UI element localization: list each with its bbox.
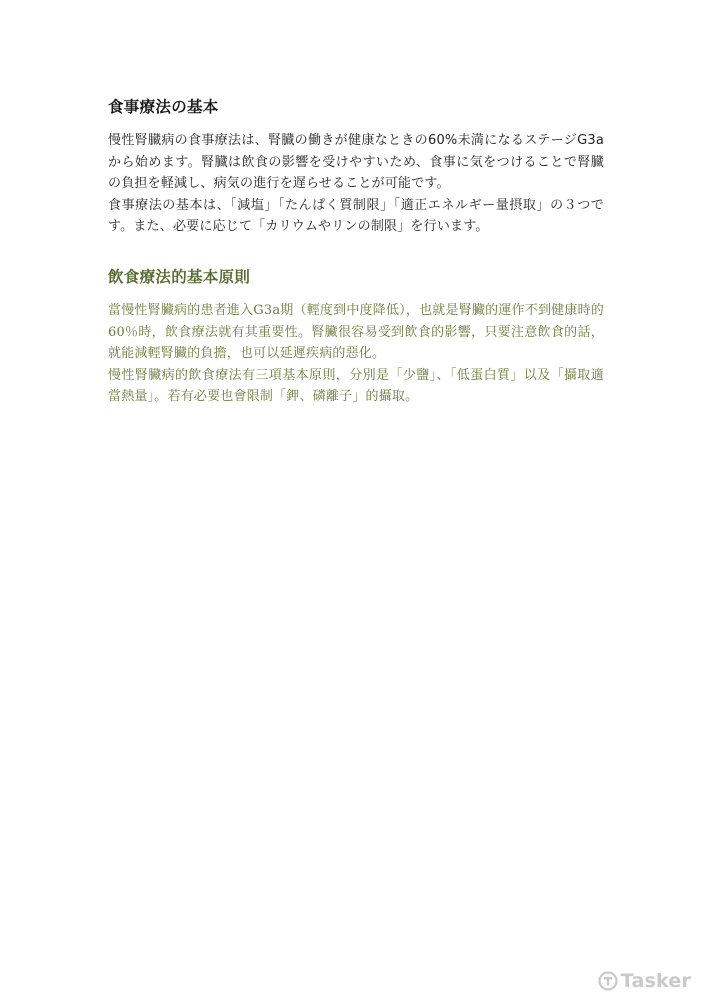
tasker-watermark: [598, 970, 691, 992]
japanese-paragraph-2: 食事療法の基本は、「減塩」「たんぱく質制限」「適正エネルギー量摂取」の３つです。また、必要に応じて「カリウムやリンの制限」を行います。: [108, 197, 604, 234]
tasker-logo-icon: [598, 971, 618, 991]
japanese-paragraph-1: 慢性腎臓病の食事療法は、腎臓の働きが健康なときの60%未満になるステージG3aから始めます。腎臓は飲食の影響を受けやすいため、食事に気をつけることで腎臓の負担を軽減し、病気の進行を遅らせることが可能です。: [108, 133, 604, 191]
chinese-section: [108, 266, 604, 408]
japanese-section: [108, 96, 604, 238]
chinese-paragraph-1: 當慢性腎臟病的患者進入G3a期（輕度到中度降低），也就是腎臟的運作不到健康時的60％時，飲食療法就有其重要性。腎臟很容易受到飲食的影響，只要注意飲食的話，就能減輕腎臟的負擔，也可以延遲疾病的惡化。: [108, 303, 604, 361]
tasker-logo-text: Tasker: [620, 970, 691, 992]
japanese-heading: 食事療法の基本: [108, 98, 219, 116]
chinese-paragraph-2: 慢性腎臟病的飲食療法有三項基本原則，分別是「少鹽」、「低蛋白質」以及「攝取適當熱量」。若有必要也會限制「鉀、磷離子」的攝取。: [108, 367, 604, 404]
chinese-heading: 飲食療法的基本原則: [108, 268, 251, 286]
